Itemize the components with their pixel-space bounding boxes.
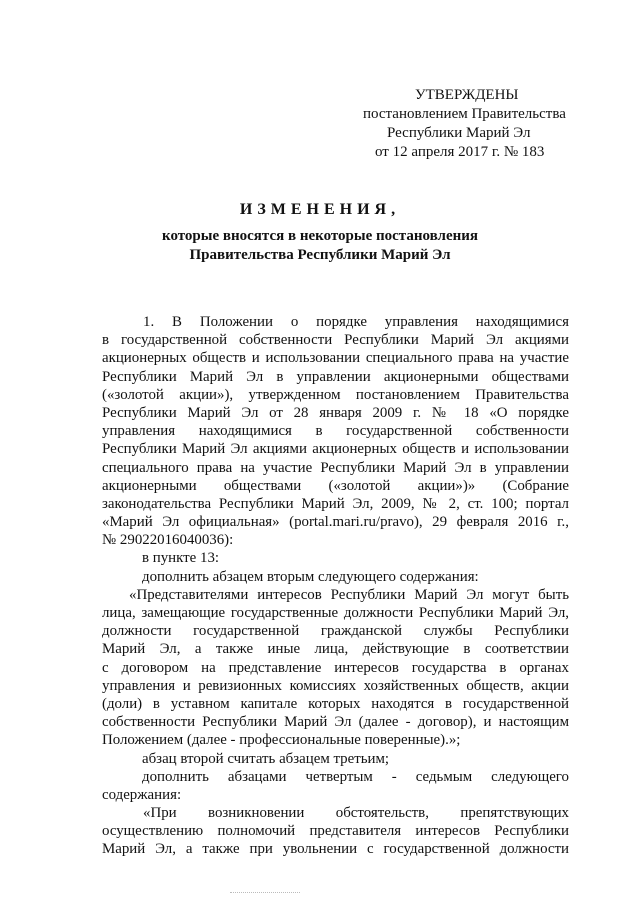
body-line: Республики Марий Эл от 28 января 2009 г. № 18 «О порядке bbox=[102, 404, 569, 421]
body-line: управления и ревизионных комиссиях хозяйственных обществ, акции bbox=[102, 677, 569, 694]
subtitle-line-1: которые вносятся в некоторые постановления bbox=[162, 228, 478, 244]
body-line: «Представителями интересов Республики Марий Эл могут быть bbox=[129, 586, 569, 603]
body-line: дополнить абзацем вторым следующего содержания: bbox=[142, 568, 479, 585]
approval-line-4: от 12 апреля 2017 г. № 183 bbox=[375, 144, 545, 160]
scan-artifact-divider bbox=[230, 892, 300, 895]
body-line: Республики Марий Эл акциями акционерных обществ и использовании bbox=[102, 441, 569, 458]
body-line: в государственной собственности Республики Марий Эл акциями bbox=[102, 332, 569, 349]
body-line: № 29022016040036): bbox=[102, 532, 234, 549]
document-subtitle bbox=[0, 227, 640, 265]
body-line: дополнить абзацами четвертым - седьмым следующего bbox=[142, 768, 569, 785]
body-line: законодательства Республики Марий Эл, 2009, № 2, ст. 100; портал bbox=[102, 495, 569, 512]
body-line: (доли) в уставном капитале которых находятся в государственной bbox=[102, 695, 569, 712]
body-line: осуществлению полномочий представителя интересов Республики bbox=[102, 823, 569, 840]
body-line: абзац второй считать абзацем третьим; bbox=[142, 750, 390, 767]
body-line: в пункте 13: bbox=[142, 550, 220, 567]
body-line: должности государственной гражданской службы Республики bbox=[102, 623, 569, 640]
body-line: специального права на участие Республики Марий Эл в управлении bbox=[102, 459, 569, 476]
body-line: Марий Эл, а также при увольнении с государственной должности bbox=[102, 841, 569, 858]
body-line: 1. В Положении о порядке управления находящимися bbox=[143, 314, 569, 330]
body-line: Положением (далее - профессиональные поверенные).»; bbox=[102, 732, 461, 749]
document-body bbox=[102, 313, 569, 859]
approval-line-2: постановлением Правительства bbox=[363, 106, 566, 122]
document-title: ИЗМЕНЕНИЯ, bbox=[239, 201, 401, 218]
body-line: лица, замещающие государственные должности Республики Марий Эл, bbox=[102, 605, 569, 621]
body-line: «Марий Эл официальная» (portal.mari.ru/pravo), 29 февраля 2016 г., bbox=[102, 514, 569, 531]
body-line: управления находящимися в государственной собственности bbox=[102, 423, 569, 440]
subtitle-line-2: Правительства Республики Марий Эл bbox=[189, 247, 451, 263]
approval-block bbox=[360, 86, 590, 162]
body-line: («золотой акции»), утвержденном постановлением Правительства bbox=[102, 386, 569, 403]
body-line: с договором на представление интересов государства в органах bbox=[102, 659, 569, 676]
body-line: Республики Марий Эл в управлении акционерными обществами bbox=[102, 368, 569, 385]
body-line: «При возникновении обстоятельств, препятствующих bbox=[143, 805, 569, 822]
body-line: содержания: bbox=[102, 786, 182, 803]
body-line: акционерными обществами («золотой акции»)» (Собрание bbox=[102, 477, 569, 494]
approval-line-3: Республики Марий Эл bbox=[387, 125, 531, 141]
approval-heading: УТВЕРЖДЕНЫ bbox=[415, 87, 519, 103]
body-line: собственности Республики Марий Эл (далее - договор), и настоящим bbox=[102, 714, 569, 731]
body-line: Марий Эл, а также иные лица, действующие в соответствии bbox=[102, 641, 569, 658]
body-line: акционерных обществ и использовании специального права на участие bbox=[102, 350, 569, 367]
